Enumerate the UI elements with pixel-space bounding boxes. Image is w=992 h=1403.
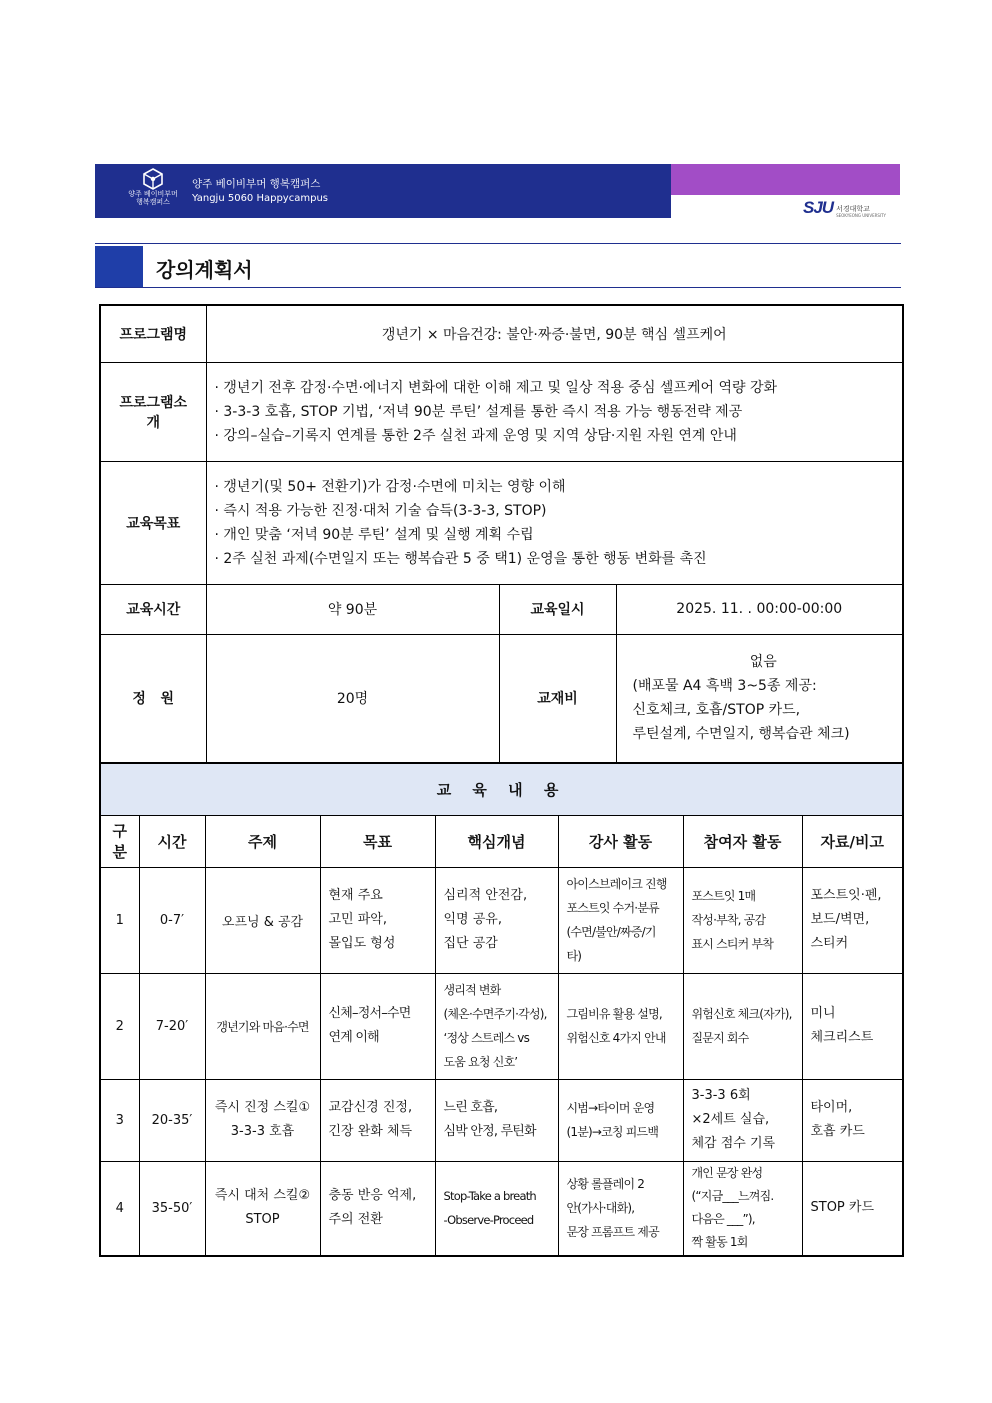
time-label: 교육시간 bbox=[100, 584, 206, 634]
goal-line: 충동 반응 억제, bbox=[328, 1188, 417, 1204]
material-value bbox=[616, 634, 903, 763]
section-rule-bottom bbox=[95, 287, 901, 288]
topic-line: 즉시 대처 스킬② bbox=[214, 1188, 311, 1204]
header-topic: 주제 bbox=[205, 815, 320, 867]
goal-item: · 개인 맞춤 ‘저녁 90분 루틴’ 설계 및 실행 계획 수립 bbox=[214, 526, 534, 543]
material-line: 없음 bbox=[749, 654, 777, 671]
row-topic bbox=[205, 1161, 320, 1256]
instructor-line: 위험신호 4가지 안내 bbox=[566, 1031, 666, 1045]
content-title: 교 육 내 용 bbox=[100, 763, 903, 815]
concept-line: 도움 요청 신호’ bbox=[443, 1055, 518, 1069]
section-title: 강의계획서 bbox=[156, 258, 253, 282]
instructor-line: 문장 프롬프트 제공 bbox=[566, 1225, 659, 1240]
participant-line: (“지금___느껴짐. bbox=[691, 1189, 774, 1204]
row-time: 20-35′ bbox=[139, 1079, 205, 1161]
program-name-value: 갱년기 × 마음건강: 불안·짜증·불면, 90분 핵심 셀프케어 bbox=[206, 305, 903, 362]
goal-line: 교감신경 진정, bbox=[328, 1100, 413, 1115]
row-instructor bbox=[558, 1161, 683, 1256]
participant-line: ×2세트 실습, bbox=[691, 1112, 770, 1127]
material-line: 신호체크, 호흡/STOP 카드, bbox=[632, 702, 801, 719]
row-goal bbox=[320, 1161, 435, 1256]
header-material: 자료/비고 bbox=[802, 815, 903, 867]
row-goal bbox=[320, 1079, 435, 1161]
program-info-table bbox=[99, 304, 904, 764]
row-participant bbox=[683, 1161, 802, 1256]
material-line: 포스트잇·펜, bbox=[810, 888, 882, 903]
header-no-line2: 분 bbox=[112, 843, 127, 861]
table-row bbox=[100, 1161, 903, 1256]
concept-line: 생리적 변화 bbox=[443, 983, 501, 997]
header-banner bbox=[95, 164, 900, 218]
material-line: (배포물 A4 흑백 3~5종 제공: bbox=[632, 678, 817, 695]
row-participant bbox=[683, 867, 802, 973]
content-title-row bbox=[100, 763, 903, 815]
row-material bbox=[802, 867, 903, 973]
row-goal bbox=[320, 973, 435, 1079]
participant-line: 포스트잇 1매 bbox=[691, 889, 756, 903]
instructor-line: 아이스브레이크 진행 bbox=[566, 877, 667, 891]
participant-line: 짝 활동 1회 bbox=[691, 1235, 748, 1250]
table-row bbox=[100, 973, 903, 1079]
header-concept: 핵심개념 bbox=[435, 815, 558, 867]
university-mark: SJU bbox=[803, 198, 834, 217]
row-topic: 오프닝 & 공감 bbox=[205, 867, 320, 973]
header-no bbox=[100, 815, 139, 867]
row-instructor bbox=[558, 867, 683, 973]
row-time: 0-7′ bbox=[139, 867, 205, 973]
program-intro-label-line1: 프로그램소 bbox=[119, 394, 188, 411]
material-line: 루틴설계, 수면일지, 행복습관 체크) bbox=[632, 726, 850, 743]
row-material bbox=[802, 973, 903, 1079]
instructor-line: 타) bbox=[566, 949, 582, 963]
concept-line: -Observe-Proceed bbox=[443, 1213, 534, 1228]
university-english-name: SEOKYEONG UNIVERSITY bbox=[836, 213, 887, 218]
row-no: 1 bbox=[100, 867, 139, 973]
row-time: 35-50′ bbox=[139, 1161, 205, 1256]
row-participant bbox=[683, 973, 802, 1079]
topic-line: 즉시 진정 스킬① bbox=[214, 1100, 311, 1115]
table-row bbox=[100, 867, 903, 973]
goal-line: 몰입도 형성 bbox=[328, 936, 396, 951]
table-row bbox=[100, 1079, 903, 1161]
intro-item: · 갱년기 전후 감정·수면·에너지 변화에 대한 이해 제고 및 일상 적용 중심 셀프케어 역량 강화 bbox=[214, 379, 778, 396]
topic-line: STOP bbox=[245, 1212, 280, 1228]
capacity-value: 20명 bbox=[206, 634, 499, 763]
goal-row bbox=[100, 461, 903, 584]
participant-line: 3-3-3 6회 bbox=[691, 1088, 751, 1103]
banner-purple-band bbox=[671, 164, 900, 195]
content-header-row bbox=[100, 815, 903, 867]
instructor-line: (수면/불안/짜증/기 bbox=[566, 925, 656, 939]
goal-line: 연계 이해 bbox=[328, 1030, 379, 1045]
row-concept bbox=[435, 1079, 558, 1161]
program-intro-label-line2: 개 bbox=[146, 414, 161, 431]
header-instructor: 강사 활동 bbox=[558, 815, 683, 867]
goal-item: · 즉시 적용 가능한 진정·대처 기술 습득(3-3-3, STOP) bbox=[214, 502, 547, 519]
goal-line: 긴장 완화 체득 bbox=[328, 1124, 413, 1139]
date-label: 교육일시 bbox=[499, 584, 616, 634]
material-line: 체크리스트 bbox=[810, 1030, 874, 1045]
campus-logo-icon bbox=[142, 168, 164, 190]
capacity-material-row bbox=[100, 634, 903, 763]
row-no: 3 bbox=[100, 1079, 139, 1161]
program-intro-value bbox=[206, 362, 903, 461]
date-value: 2025. 11. . 00:00-00:00 bbox=[616, 584, 903, 634]
program-intro-row bbox=[100, 362, 903, 461]
concept-line: 심리적 안전감, bbox=[443, 888, 528, 903]
participant-line: 위험신호 체크(자가), bbox=[691, 1007, 792, 1021]
row-no: 2 bbox=[100, 973, 139, 1079]
row-material bbox=[802, 1161, 903, 1256]
row-instructor bbox=[558, 1079, 683, 1161]
header-time: 시간 bbox=[139, 815, 205, 867]
concept-line: ‘정상 스트레스 vs bbox=[443, 1031, 530, 1045]
concept-line: 심박 안정, 루틴화 bbox=[443, 1124, 536, 1139]
goal-line: 고민 파악, bbox=[328, 912, 387, 927]
row-instructor bbox=[558, 973, 683, 1079]
concept-line: (체온·수면주기·각성), bbox=[443, 1007, 547, 1021]
goal-line: 현재 주요 bbox=[328, 888, 383, 903]
logo-text-line2: 행복캠퍼스 bbox=[136, 198, 170, 206]
participant-line: 체감 점수 기록 bbox=[691, 1136, 776, 1151]
instructor-line: (1분)→코칭 피드백 bbox=[566, 1125, 659, 1139]
concept-line: 집단 공감 bbox=[443, 936, 498, 951]
material-line: STOP 카드 bbox=[810, 1200, 875, 1216]
header-participant: 참여자 활동 bbox=[683, 815, 802, 867]
banner-subtitle: Yangju 5060 Happycampus bbox=[192, 193, 328, 204]
participant-line: 다음은 ___”), bbox=[691, 1212, 755, 1227]
goal-line: 주의 전환 bbox=[328, 1212, 383, 1228]
header-no-line1: 구 bbox=[112, 822, 127, 840]
intro-item: · 강의–실습–기록지 연계를 통한 2주 실천 과제 운영 및 지역 상담·지원 자원 연계 안내 bbox=[214, 427, 737, 444]
goal-value bbox=[206, 461, 903, 584]
time-date-row bbox=[100, 584, 903, 634]
time-value: 약 90분 bbox=[206, 584, 499, 634]
row-no: 4 bbox=[100, 1161, 139, 1256]
goal-label: 교육목표 bbox=[100, 461, 206, 584]
material-line: 스티커 bbox=[810, 936, 849, 951]
instructor-line: 포스트잇 수거·분류 bbox=[566, 901, 659, 915]
instructor-line: 시범→타이머 운영 bbox=[566, 1101, 655, 1115]
material-label: 교재비 bbox=[499, 634, 616, 763]
row-concept bbox=[435, 973, 558, 1079]
topic-line: 3-3-3 호흡 bbox=[230, 1124, 295, 1139]
goal-item: · 2주 실천 과제(수면일지 또는 행복습관 5 중 택1) 운영을 통한 행동 변화를 촉진 bbox=[214, 550, 707, 567]
banner-title: 양주 베이비부머 행복캠퍼스 bbox=[192, 178, 321, 190]
participant-line: 개인 문장 완성 bbox=[691, 1166, 763, 1181]
goal-item: · 갱년기(및 50+ 전환기)가 감정·수면에 미치는 영향 이해 bbox=[214, 478, 566, 495]
row-topic bbox=[205, 1079, 320, 1161]
row-time: 7-20′ bbox=[139, 973, 205, 1079]
header-goal: 목표 bbox=[320, 815, 435, 867]
logo-text-line1: 양주 베이비부머 bbox=[128, 190, 178, 198]
participant-line: 작성·부착, 공감 bbox=[691, 913, 766, 927]
material-line: 보드/벽면, bbox=[810, 912, 870, 927]
program-intro-label bbox=[100, 362, 206, 461]
university-name: 서경대학교 bbox=[836, 205, 870, 213]
row-material bbox=[802, 1079, 903, 1161]
section-marker-block bbox=[95, 246, 143, 287]
concept-line: Stop-Take a breath bbox=[443, 1189, 536, 1204]
concept-line: 느린 호흡, bbox=[443, 1100, 498, 1115]
goal-line: 신체–정서–수면 bbox=[328, 1006, 411, 1021]
row-concept bbox=[435, 1161, 558, 1256]
participant-line: 질문지 회수 bbox=[691, 1031, 749, 1045]
concept-line: 익명 공유, bbox=[443, 912, 502, 927]
instructor-line: 상황 롤플레이 2 bbox=[566, 1177, 645, 1192]
section-rule-top bbox=[95, 243, 901, 244]
intro-item: · 3-3-3 호흡, STOP 기법, ‘저녁 90분 루틴’ 설계를 통한 즉시 적용 가능 행동전략 제공 bbox=[214, 403, 743, 420]
instructor-line: 안(가사·대화), bbox=[566, 1201, 635, 1216]
university-logo bbox=[803, 198, 886, 218]
capacity-label: 정 원 bbox=[100, 634, 206, 763]
material-line: 호흡 카드 bbox=[810, 1124, 865, 1139]
row-concept bbox=[435, 867, 558, 973]
program-name-row bbox=[100, 305, 903, 362]
campus-logo bbox=[123, 168, 183, 214]
program-name-label: 프로그램명 bbox=[100, 305, 206, 362]
instructor-line: 그림비유 활용 설명, bbox=[566, 1007, 662, 1021]
row-topic: 갱년기와 마음·수면 bbox=[205, 973, 320, 1079]
row-goal bbox=[320, 867, 435, 973]
row-participant bbox=[683, 1079, 802, 1161]
material-line: 타이머, bbox=[810, 1100, 853, 1115]
participant-line: 표시 스티커 부착 bbox=[691, 937, 774, 951]
material-line: 미니 bbox=[810, 1006, 836, 1021]
education-content-table bbox=[99, 762, 904, 1257]
